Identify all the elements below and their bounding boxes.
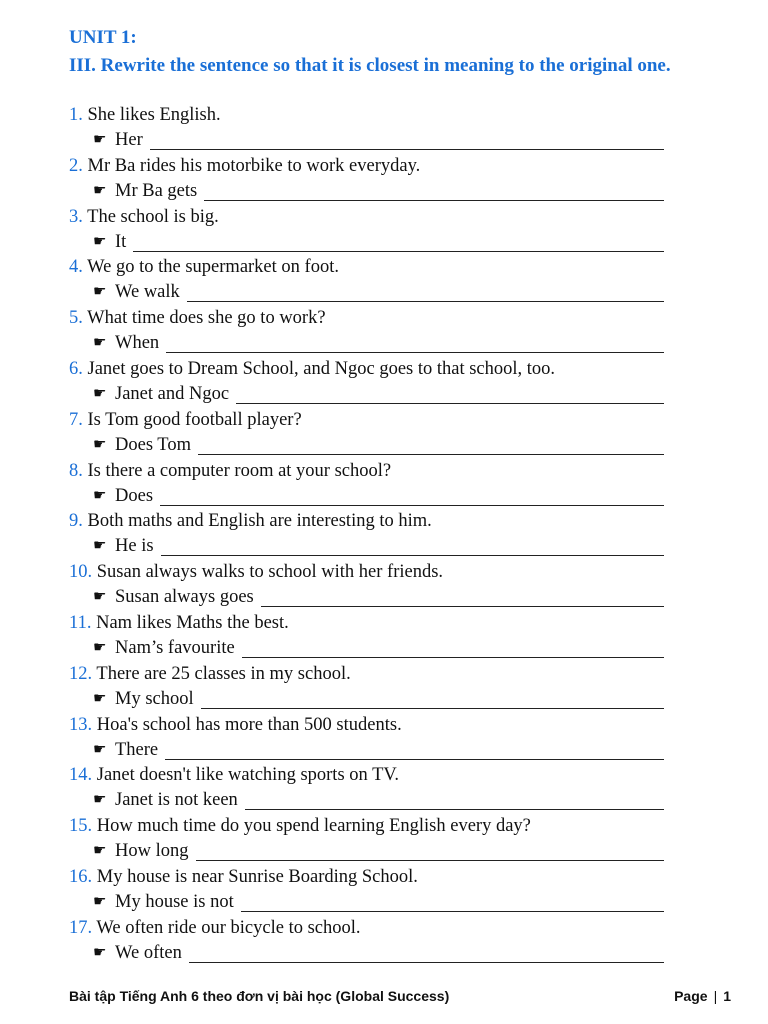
pointing-hand-icon: ☛ [93,843,107,860]
page-separator: | [713,988,718,1004]
section-title: III. Rewrite the sentence so that it is closest in meaning to the original one. [69,55,671,76]
question-number: 11. [69,612,92,633]
question-line [69,814,531,839]
pointing-hand-icon: ☛ [93,132,107,148]
question-line [69,306,326,331]
answer-prompt: My school [115,688,194,709]
question-number: 1. [69,105,83,125]
answer-blank[interactable] [201,689,664,709]
answer-line [93,839,664,864]
question-text: Susan always walks to school with her friends. [96,562,444,583]
answer-blank[interactable] [245,790,664,810]
answer-blank[interactable] [187,282,664,302]
pointing-hand-icon: ☛ [93,589,107,606]
pointing-hand-icon: ☛ [93,893,107,910]
answer-prompt: Does [115,485,154,506]
exercise-item [69,205,689,256]
answer-prompt: How long [115,841,189,862]
question-line [69,459,391,484]
answer-prompt: Her [115,130,143,150]
pointing-hand-icon: ☛ [93,792,107,809]
exercise-item [69,763,689,814]
answer-blank[interactable] [236,384,664,404]
question-text: Both maths and English are interesting to him. [87,511,432,532]
answer-blank[interactable] [160,486,664,506]
question-number: 14. [69,765,93,786]
pointing-hand-icon: ☛ [93,741,107,758]
question-line [69,916,361,941]
question-text: Mr Ba rides his motorbike to work everyday. [87,155,421,176]
question-line [69,255,339,280]
page-footer [69,988,731,1004]
exercise-item [69,560,689,611]
exercise-item [69,255,689,306]
question-line [69,408,302,433]
question-number: 7. [69,409,83,430]
book-title: Bài tập Tiếng Anh 6 theo đơn vị bài học (Global Success) [69,988,450,1004]
answer-prompt: We walk [115,282,180,303]
question-text: Nam likes Maths the best. [96,612,289,633]
answer-blank[interactable] [242,638,664,658]
exercise-item [69,357,689,408]
question-text: We go to the supermarket on foot. [87,257,339,278]
answer-prompt: Nam’s favourite [115,637,235,658]
answer-prompt: Janet and Ngoc [115,383,230,404]
question-number: 9. [69,511,83,532]
answer-line [93,230,664,255]
question-number: 3. [69,206,83,227]
answer-line [93,738,664,763]
answer-blank[interactable] [198,435,664,455]
exercise-item [69,713,689,764]
answer-blank[interactable] [204,181,664,201]
question-line [69,357,555,382]
exercise-item [69,865,689,916]
question-line [69,865,418,890]
exercise-item [69,611,689,662]
answer-prompt: We often [115,942,182,963]
question-text: Is there a computer room at your school? [87,460,392,481]
page-number: 1 [723,988,731,1004]
question-line [69,205,219,230]
answer-line [93,280,664,305]
question-number: 8. [69,460,83,481]
question-line [69,154,420,179]
question-line [69,763,399,788]
answer-line [93,331,664,356]
answer-line [93,484,664,509]
question-number: 17. [69,917,93,938]
answer-prompt: When [115,333,160,354]
question-number: 10. [69,562,93,583]
answer-line [93,687,664,712]
question-text: We often ride our bicycle to school. [96,917,361,938]
exercise-item [69,662,689,713]
page-label: Page [674,988,708,1004]
answer-line [93,788,664,813]
answer-blank[interactable] [165,740,664,760]
pointing-hand-icon: ☛ [93,690,107,707]
question-text: She likes English. [87,105,221,125]
answer-line [93,636,664,661]
answer-blank[interactable] [166,333,664,353]
answer-prompt: Mr Ba gets [115,180,198,201]
exercise-item [69,154,689,205]
answer-line [93,941,664,966]
question-line [69,509,432,534]
question-number: 12. [69,663,93,684]
answer-line [93,179,664,204]
answer-blank[interactable] [196,841,665,861]
answer-blank[interactable] [261,587,664,607]
question-text: My house is near Sunrise Boarding School. [96,866,418,887]
exercise-item [69,103,689,154]
answer-blank[interactable] [189,943,664,963]
answer-prompt: There [115,739,159,760]
answer-prompt: Susan always goes [115,587,254,608]
question-text: Janet goes to Dream School, and Ngoc goes to that school, too. [87,358,556,379]
pointing-hand-icon: ☛ [93,284,107,301]
pointing-hand-icon: ☛ [93,944,107,961]
pointing-hand-icon: ☛ [93,182,107,199]
pointing-hand-icon: ☛ [93,538,107,555]
answer-prompt: Janet is not keen [115,790,238,811]
exercise-item [69,408,689,459]
exercise-item [69,916,689,967]
answer-line [93,534,664,559]
question-number: 6. [69,358,83,379]
question-line [69,662,351,687]
answer-prompt: Does Tom [115,434,191,455]
pointing-hand-icon: ☛ [93,335,107,352]
pointing-hand-icon: ☛ [93,487,107,504]
question-line [69,560,443,585]
answer-line [93,585,664,610]
pointing-hand-icon: ☛ [93,385,107,402]
question-text: What time does she go to work? [87,308,326,329]
pointing-hand-icon: ☛ [93,436,107,453]
answer-prompt: My house is not [115,891,234,912]
answer-prompt: He is [115,536,154,557]
question-text: The school is big. [87,206,219,227]
answer-blank[interactable] [133,232,664,252]
question-number: 16. [69,866,93,887]
exercise-item [69,306,689,357]
question-number: 15. [69,816,93,837]
pointing-hand-icon: ☛ [93,233,107,250]
question-number: 13. [69,714,93,735]
answer-blank[interactable] [161,536,664,556]
question-number: 5. [69,308,83,329]
answer-blank[interactable] [150,130,664,150]
answer-prompt: It [115,231,127,252]
answer-line [93,128,664,153]
question-text: Is Tom good football player? [87,409,302,430]
question-line [69,103,221,128]
exercise-item [69,459,689,510]
question-text: Janet doesn't like watching sports on TV. [96,765,399,786]
unit-title: UNIT 1: [69,27,137,48]
question-text: There are 25 classes in my school. [96,663,351,684]
question-line [69,713,402,738]
exercise-list [69,103,689,967]
pointing-hand-icon: ☛ [93,639,107,656]
page-number-block [674,988,731,1004]
question-number: 2. [69,155,83,176]
question-text: How much time do you spend learning English every day? [96,816,531,837]
exercise-item [69,509,689,560]
exercise-item [69,814,689,865]
question-line [69,611,289,636]
answer-line [93,433,664,458]
question-number: 4. [69,257,83,278]
answer-blank[interactable] [241,892,664,912]
answer-line [93,890,664,915]
question-text: Hoa's school has more than 500 students. [96,714,402,735]
answer-line [93,382,664,407]
